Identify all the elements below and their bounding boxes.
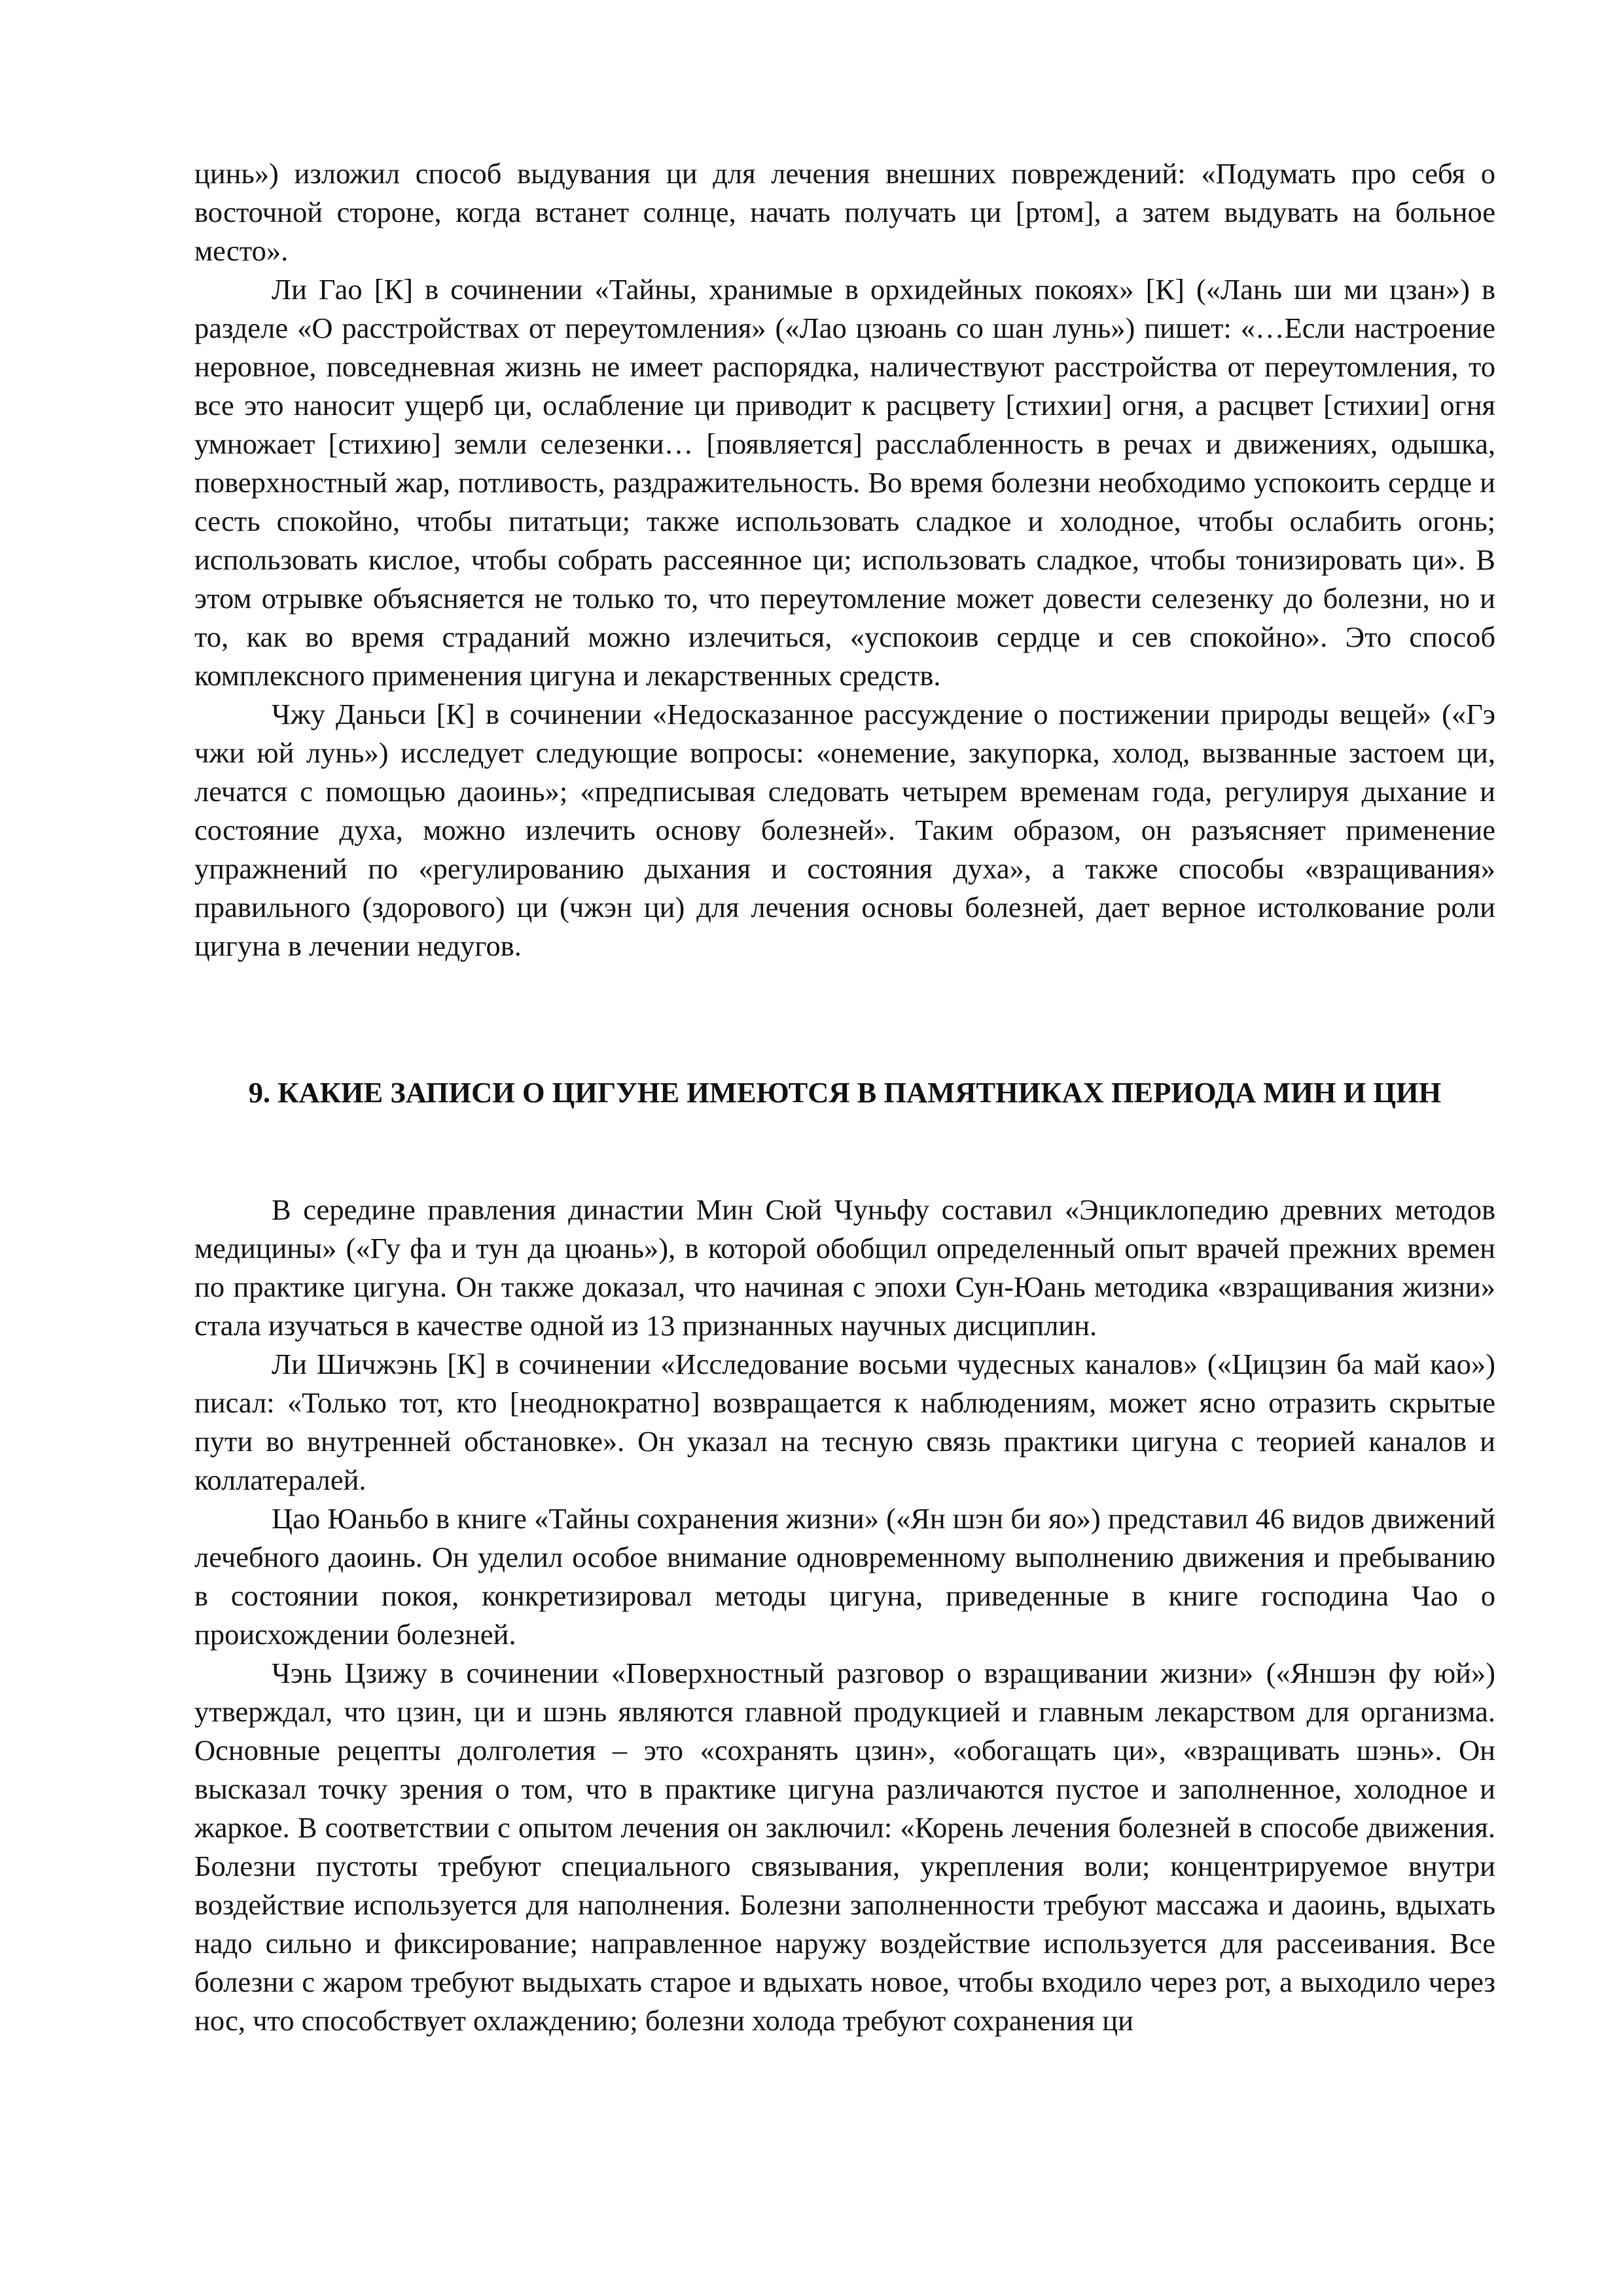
paragraph-zhu-danxi: Чжу Даньси [К] в сочинении «Недосказанное рассуждение о постижении природы вещей» («Гэ чжи юй лунь») исследует следующие вопросы: «онемение, закупорка, холод, вызванные застоем ци, лечатся с помощью даоинь»; «предписывая следовать четырем временам года, регулируя дыхание и состояние духа, можно излечить основу болезней». Таким образом, он разъясняет применение упражнений по «регулированию дыхания и состояния духа», а также способы «взращивания» правильного (здорового) ци (чжэн ци) для лечения основы болезней, дает верное истолкование роли цигуна в лечении недугов. xyxy=(194,698,1495,962)
paragraph-li-shizhen: Ли Шичжэнь [К] в сочинении «Исследование восьми чудесных каналов» («Цицзин ба май као») писал: «Только тот, кто [неоднократно] возвращается к наблюдениям, может ясно отразить скрытые пути во внутренней обстановке». Он указал на тесную связь практики цигуна с теорией каналов и коллатералей. xyxy=(194,1348,1495,1496)
section-heading: 9. КАКИЕ ЗАПИСИ О ЦИГУНЕ ИМЕЮТСЯ В ПАМЯТНИКАХ ПЕРИОДА МИН И ЦИН xyxy=(248,1076,1442,1109)
paragraph-continuation: цинь») изложил способ выдувания ци для лечения внешних повреждений: «Подумать про себя о восточной стороне, когда встанет солнце, начать получать ци [ртом], а затем выдувать на больное место». xyxy=(194,157,1495,267)
paragraph-cao-yuanbo: Цао Юаньбо в книге «Тайны сохранения жизни» («Ян шэн би яо») представил 46 видов движений лечебного даоинь. Он уделил особое внимание одновременному выполнению движения и пребыванию в состоянии покоя, конкретизировал методы цигуна, приведенные в книге господина Чао о происхождении болезней. xyxy=(194,1502,1495,1651)
paragraph-chen-jiru: Чэнь Цзижу в сочинении «Поверхностный разговор о взращивании жизни» («Яншэн фу юй») утверждал, что цзин, ци и шэнь являются главной продукцией и главным лекарством для организма. Основные рецепты долголетия – это «сохранять цзин», «обогащать ци», «взращивать шэнь». Он высказал точку зрения о том, что в практике цигуна различаются пустое и заполненное, холодное и жаркое. В соответствии с опытом лечения он заключил: «Корень лечения болезней в способе движения. Болезни пустоты требуют специального связывания, укрепления воли; концентрируемое внутри воздействие используется для наполнения. Болезни заполненности требуют массажа и даоинь, вдыхать надо сильно и фиксирование; направленное наружу воздействие используется для рассеивания. Все болезни с жаром требуют выдыхать старое и вдыхать новое, чтобы входило через рот, а выходило через нос, что способствует охлаждению; болезни холода требуют сохранения ци xyxy=(194,1657,1495,2037)
paragraph-xu-chunfu: В середине правления династии Мин Сюй Чуньфу составил «Энциклопедию древних методов медицины» («Гу фа и тун да цюань»), в которой обобщил определенный опыт врачей прежних времен по практике цигуна. Он также доказал, что начиная с эпохи Сун-Юань методика «взращивания жизни» стала изучаться в качестве одной из 13 признанных научных дисциплин. xyxy=(194,1193,1495,1342)
paragraph-li-gao: Ли Гао [К] в сочинении «Тайны, хранимые в орхидейных покоях» [К] («Лань ши ми цзан») в разделе «О расстройствах от переутомления» («Лао цзюань со шан лунь») пишет: «…Если настроение неровное, повседневная жизнь не имеет распорядка, наличествуют расстройства от переутомления, то все это наносит ущерб ци, ослабление ци приводит к расцвету [стихии] огня, а расцвет [стихии] огня умножает [стихию] земли селезенки… [появляется] расслабленность в речах и движениях, одышка, поверхностный жар, потливость, раздражительность. Во время болезни необходимо успокоить сердце и сесть спокойно, чтобы питатьци; также использовать сладкое и холодное, чтобы ослабить огонь; использовать кислое, чтобы собрать рассеянное ци; использовать сладкое, чтобы тонизировать ци». В этом отрывке объясняется не только то, что переутомление может довести селезенку до болезни, но и то, как во время страданий можно излечиться, «успокоив сердце и сев спокойно». Это способ комплексного применения цигуна и лекарственных средств. xyxy=(194,273,1495,692)
document-page xyxy=(194,154,1495,2040)
